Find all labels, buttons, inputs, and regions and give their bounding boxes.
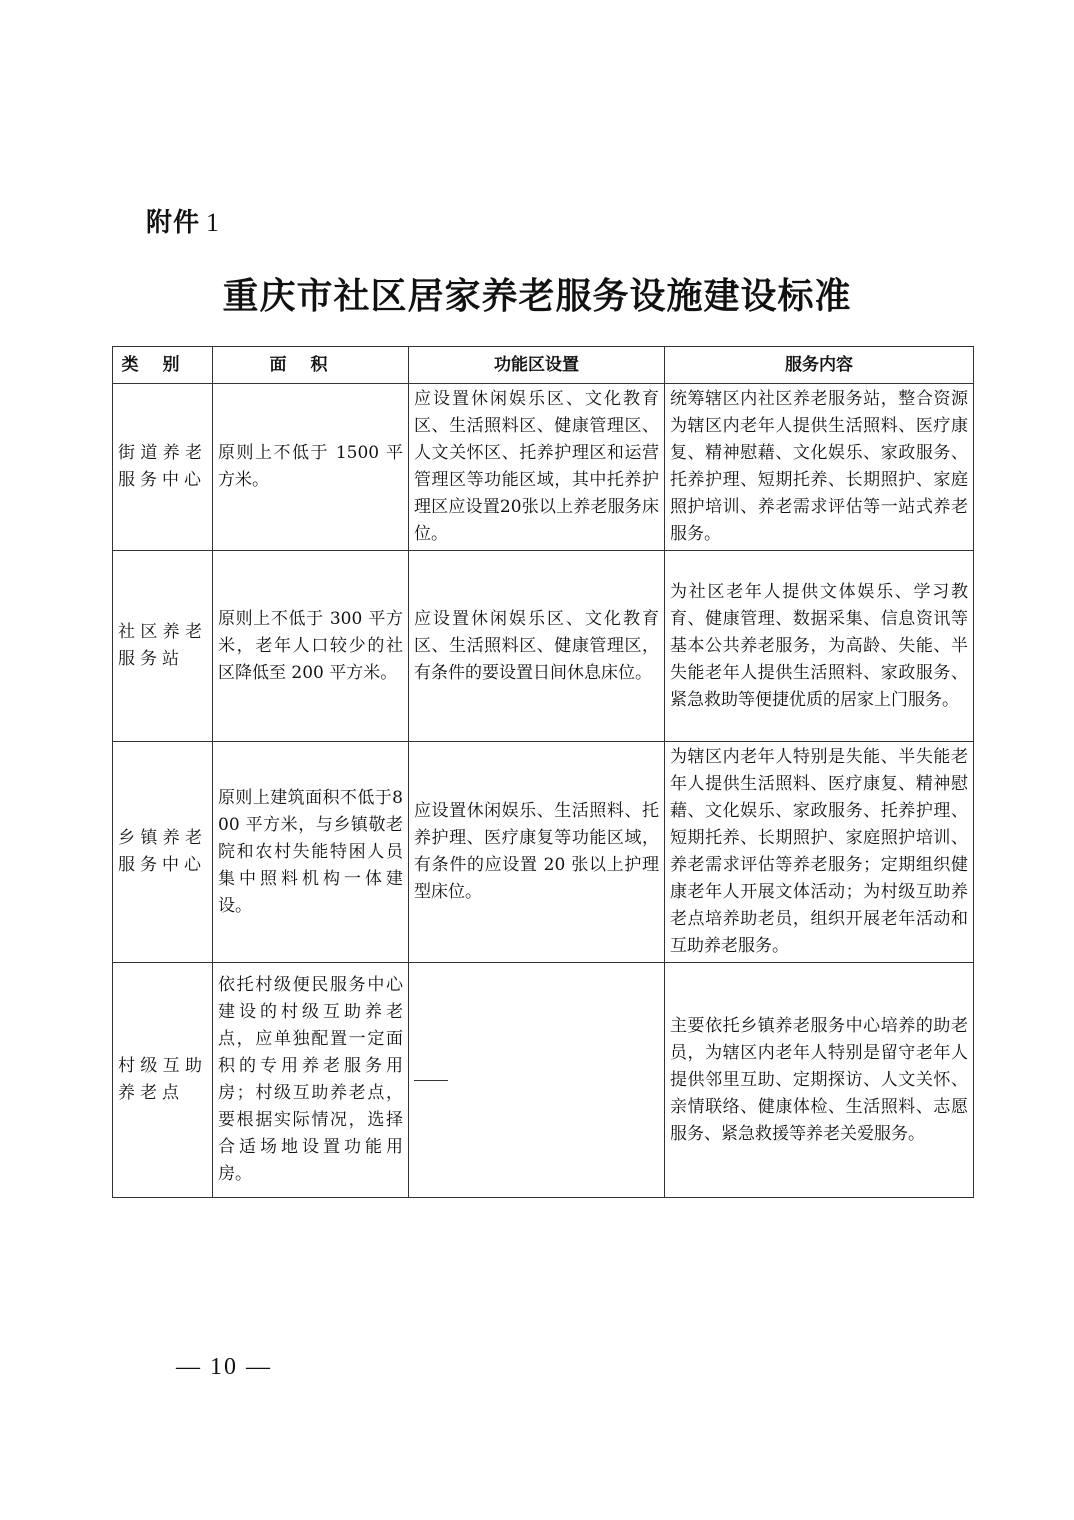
row-category: 村级互助养老点 (113, 963, 213, 1198)
page-number: — 10 — (176, 1354, 272, 1380)
table-row (113, 742, 974, 963)
row-services: 主要依托乡镇养老服务中心培养的助老员，为辖区内老年人特别是留守老年人提供邻里互助、定期探访、人文关怀、亲情联络、健康体检、生活照料、志愿服务、紧急救援等养老关爱服务。 (665, 963, 974, 1198)
attachment-prefix: 附件 (146, 208, 201, 238)
row-services: 为辖区内老年人特别是失能、半失能老年人提供生活照料、医疗康复、精神慰藉、文化娱乐、家政服务、托养护理、短期托养、长期照护、家庭照护培训、养老需求评估等养老服务；定期组织健康老年人开展文体活动；为村级互助养老点培养助老员，组织开展老年活动和互助养老服务。 (665, 742, 974, 963)
dash-mark (414, 1080, 448, 1081)
attachment-label (146, 202, 220, 239)
row-functions: 应设置休闲娱乐、生活照料、托养护理、医疗康复等功能区域，有条件的应设置 20 张以上护理型床位。 (409, 742, 665, 963)
table-header-row (113, 347, 974, 384)
standards-table (112, 346, 974, 1198)
table-row (113, 551, 974, 742)
header-functions: 功能区设置 (409, 347, 665, 384)
row-services: 统筹辖区内社区养老服务站，整合资源为辖区内老年人提供生活照料、医疗康复、精神慰藉、文化娱乐、家政服务、托养护理、短期托养、长期照护、家庭照护培训、养老需求评估等一站式养老服务。 (665, 384, 974, 551)
header-services: 服务内容 (665, 347, 974, 384)
row-functions: 应设置休闲娱乐区、文化教育区、生活照料区、健康管理区、人文关怀区、托养护理区和运营管理区等功能区域，其中托养护理区应设置20张以上养老服务床位。 (409, 384, 665, 551)
row-area: 原则上不低于 300 平方米，老年人口较少的社区降低至 200 平方米。 (213, 551, 409, 742)
row-functions-empty (409, 963, 665, 1198)
row-area: 依托村级便民服务中心建设的村级互助养老点，应单独配置一定面积的专用养老服务用房；村级互助养老点，要根据实际情况，选择合适场地设置功能用房。 (213, 963, 409, 1198)
row-area: 原则上建筑面积不低于800 平方米，与乡镇敬老院和农村失能特困人员集中照料机构一体建设。 (213, 742, 409, 963)
header-category: 类别 (113, 347, 213, 384)
row-category: 乡镇养老服务中心 (113, 742, 213, 963)
row-area: 原则上不低于 1500 平方米。 (213, 384, 409, 551)
row-functions: 应设置休闲娱乐区、文化教育区、生活照料区、健康管理区，有条件的要设置日间休息床位。 (409, 551, 665, 742)
row-category: 街道养老服务中心 (113, 384, 213, 551)
table-row (113, 384, 974, 551)
row-services: 为社区老年人提供文体娱乐、学习教育、健康管理、数据采集、信息资讯等基本公共养老服务，为高龄、失能、半失能老年人提供生活照料、家政服务、紧急救助等便捷优质的居家上门服务。 (665, 551, 974, 742)
table-row (113, 963, 974, 1198)
document-title: 重庆市社区居家养老服务设施建设标准 (222, 276, 852, 317)
attachment-number: 1 (206, 208, 221, 237)
header-area: 面积 (213, 347, 409, 384)
row-category: 社区养老服务站 (113, 551, 213, 742)
